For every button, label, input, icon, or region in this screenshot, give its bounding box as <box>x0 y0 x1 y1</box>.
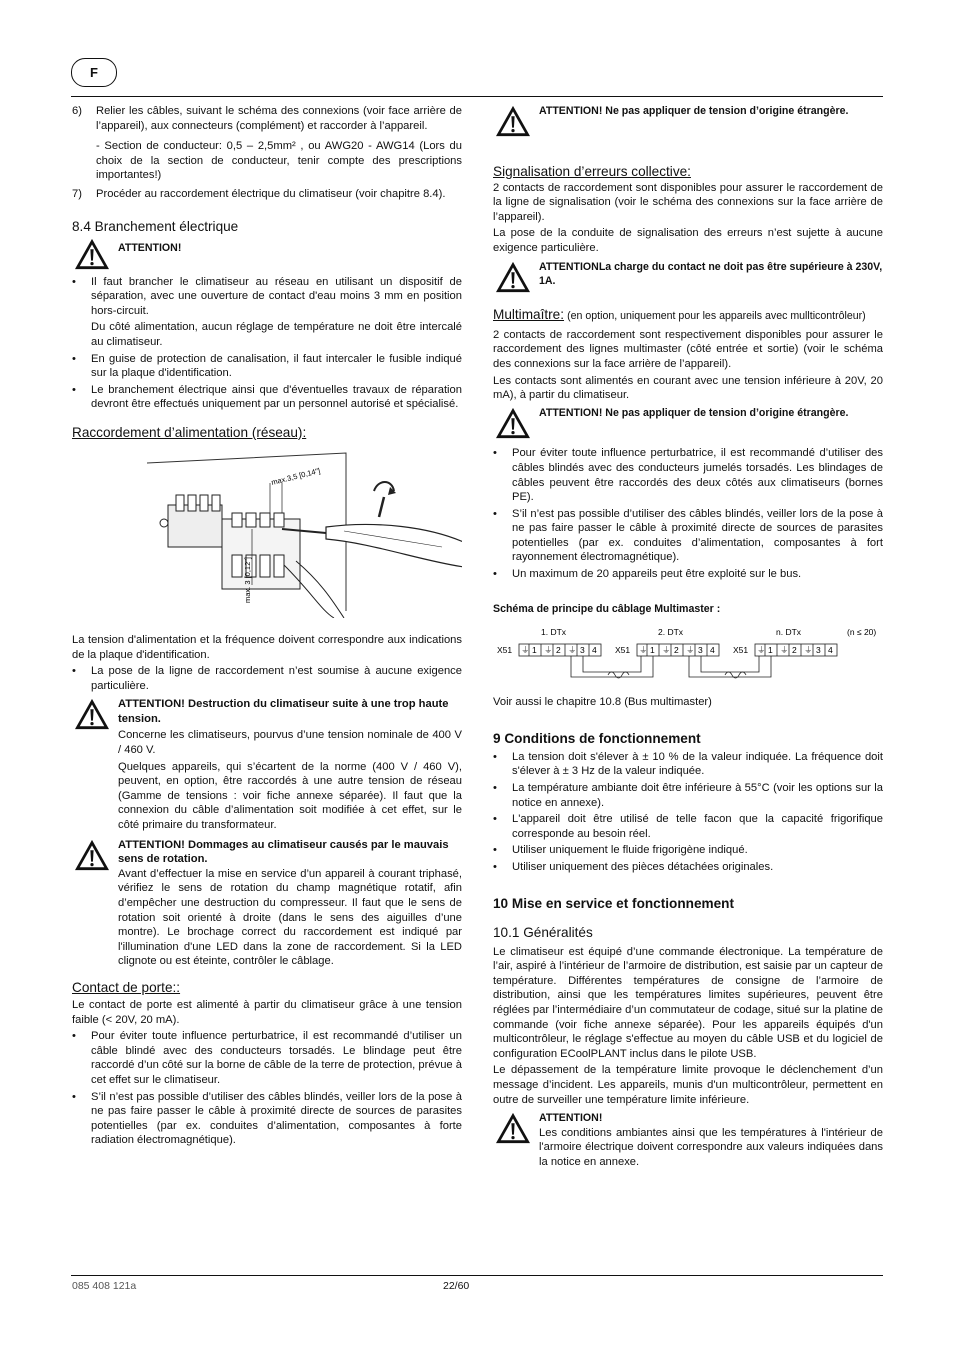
warning-icon <box>72 697 112 731</box>
warning-title: ATTENTION! <box>539 1112 603 1125</box>
unit-label: 2. DTx <box>658 627 684 638</box>
warning-block <box>493 104 883 143</box>
bullet-text: Un maximum de 20 appareils peut être exploité sur le bus. <box>512 568 802 581</box>
svg-text:⏚: ⏚ <box>568 645 577 656</box>
pin-label: 4 <box>828 645 833 656</box>
pin-label: 2 <box>792 645 797 656</box>
step-text: Procéder au raccordement électrique du climatiseur (voir chapitre 8.4). <box>96 187 446 200</box>
bullet-text: La tension doit s'élever à ± 10 % de la valeur indiquée. La fréquence doit s'élever à ± 3 Hz de la valeur indiquée. <box>512 750 883 778</box>
pin-label: 3 <box>698 645 703 656</box>
mains-title: Raccordement d’alimentation (réseau): <box>72 424 307 440</box>
multimaster-note: (en option, uniquement pour les appareils avec mullticontrôleur) <box>567 310 866 323</box>
bullet-item: • La pose de la ligne de raccordement n’est soumise à aucune exigence particulière. <box>72 665 462 692</box>
door-contact-title: Contact de porte:: <box>72 979 181 995</box>
step-number: 6) <box>72 105 82 117</box>
bus-wiring <box>571 656 771 678</box>
step-text: Relier les câbles, suivant le schéma des connexions (voir face arrière de l’appareil), aux connecteurs (complément) et raccorder à l’appareil. <box>96 105 462 132</box>
step-number: 7) <box>72 187 82 200</box>
terminal-figure <box>72 443 462 618</box>
warning-title: ATTENTION! <box>118 241 182 254</box>
multimaster-heading <box>493 306 883 324</box>
conductor-section-note: - Section de conducteur: 0,5 – 2,5mm² , ou AWG20 - AWG14 (Lors du choix de la section de conducteur, tenir compte des prescriptions importantes!) <box>96 140 462 182</box>
warning-icon <box>493 260 533 294</box>
dimension-label-left: max. 3 [0,12"] <box>243 556 252 603</box>
bullet-item: • S’il n’est pas possible d’utiliser des câbles blindés, veiller lors de la pose à ne pas faire passer le câble à proximité directe de sources de parasites potentielles (par ex. conduites d’alimentation, composantes à forte radiation électromagnétique). <box>72 1090 462 1147</box>
right-column <box>493 104 883 1170</box>
warning-text: Quelques appareils, qui s’écartent de la norme (400 V / 460 V), peuvent, en option, être raccordés à une autre tension de réseau (Gamme de tensions : voir fiche annexe séparée). Il faut que la connexion du câble d’alimentation soit modifiée à cet effet, sur le côté primaire du transformateur. <box>118 760 462 832</box>
bullet-text: L'appareil doit être utilisé de telle facon que la capacité frigorifique corresponde au besoin réel. <box>512 813 883 840</box>
warning-text: Concerne les climatiseurs, pourvus d’une tension nominale de 400 V / 460 V. <box>118 729 462 757</box>
bullet-item: • Un maximum de 20 appareils peut être exploité sur le bus. <box>493 567 883 582</box>
bullet-text: La pose de la ligne de raccordement n’est soumise à aucune exigence particulière. <box>91 665 462 692</box>
dimension-label-top: max.3,5 [0,14"] <box>270 465 322 487</box>
warning-text: Les conditions ambiantes ainsi que les températures à l'intérieur de l'armoire électrique doivent correspondre aux valeurs indiquées dans la notice en annexe. <box>539 1126 883 1168</box>
svg-text:⏚: ⏚ <box>804 645 813 656</box>
door-paragraph: Le contact de porte est alimenté à partir du climatiseur grâce à une tension faible (< 20V, 20 mA). <box>72 998 462 1026</box>
footer-rule <box>71 1275 883 1276</box>
bullet-item: • Utiliser uniquement le fluide frigorigène indiqué. <box>493 843 883 858</box>
step-7 <box>72 187 462 202</box>
warning-block <box>72 838 462 969</box>
schema-title: Schéma de principe du câblage Multimaster : <box>493 602 721 615</box>
step-6 <box>72 104 462 133</box>
document-number: 085 408 121a <box>72 1280 137 1292</box>
pin-label: 2 <box>556 645 561 656</box>
warning-icon <box>493 406 533 440</box>
signal-paragraph: 2 contacts de raccordement sont disponibles pour assurer le raccordement de la ligne de signalisation (voir le schéma des connexions sur la face arrière de l’appareil). <box>493 181 883 223</box>
svg-text:⏚: ⏚ <box>521 645 530 656</box>
warning-icon <box>493 1111 533 1145</box>
section-10-title: 10 Mise en service et fonctionnement <box>493 895 734 911</box>
svg-text:⏚: ⏚ <box>662 645 671 656</box>
mains-paragraph: La tension d'alimentation et la fréquence doivent correspondre aux indications de la plaque d'identification. <box>72 633 462 661</box>
svg-text:⏚: ⏚ <box>757 645 766 656</box>
bullet-text: En guise de protection de canalisation, il faut intercaler le fusible indiqué sur la plaque d'identification. <box>91 352 462 380</box>
multimaster-title: Multimaître: <box>493 307 565 323</box>
bullet-text: La température ambiante doit être inférieure à 55°C (voir les options sur la notice en annexe). <box>512 782 883 809</box>
terminal-label: X51 <box>733 645 749 656</box>
terminal-label: X51 <box>497 645 513 656</box>
header-rule <box>71 96 883 97</box>
bullet-item: • S’il n’est pas possible d’utiliser des câbles blindés, veiller lors de la pose à ne pas faire passer le câble à proximité directe de sources de parasites potentielles (par ex. conduites d’alimentation, composantes à fort rayonnement électromagnétique). <box>493 507 883 564</box>
bullet-text: S’il n’est pas possible d’utiliser des câbles blindés, veiller lors de la pose à ne pas faire passer le câble à proximité directe de sources de parasites potentielles (par ex. conduites d’alimentation, composantes à fort rayonnement électromagnétique). <box>512 507 883 564</box>
max-units-label: (n ≤ 20) <box>847 627 877 638</box>
section-9-title: 9 Conditions de fonctionnement <box>493 730 701 746</box>
pin-label: 1 <box>532 645 537 656</box>
signal-paragraph: La pose de la conduite de signalisation des erreurs n’est sujette à aucune exigence particulière. <box>493 227 883 254</box>
pin-label: 1 <box>768 645 773 656</box>
bullet-text: Utiliser uniquement le fluide frigorigène indiqué. <box>512 844 748 857</box>
multimaster-schema <box>493 625 883 687</box>
bullet-item: • Le branchement électrique ainsi que d'éventuelles travaux de réparation devront être effectués uniquement par un personnel autorisé et spécialisé. <box>72 383 462 411</box>
language-badge: F <box>71 58 117 87</box>
terminal-block-n <box>733 644 837 656</box>
svg-text:⏚: ⏚ <box>780 645 789 656</box>
bullet-item: • Pour éviter toute influence perturbatrice, il est recommandé d’utiliser des câbles blindés avec des conducteurs jumelés torsadés. Les blindages de câbles peuvent être raccordés des deux côtés aux climatiseurs (bornes PE). <box>493 447 883 504</box>
warning-block <box>493 1111 883 1169</box>
bullet-text: Pour éviter toute influence perturbatrice, il est recommandé d’utiliser des câbles blindés avec des conducteurs jumelés torsadés. Les blindages de câbles peuvent être raccordés des deux côtés aux climatiseurs (bornes PE). <box>512 447 883 504</box>
warning-icon <box>72 838 112 872</box>
pin-label: 1 <box>650 645 655 656</box>
bullet-text: Pour éviter toute influence perturbatrice, il est recommandé d’utiliser un câble blindé avec des conducteurs torsadés. Le blindage peut être raccordé d’un côté sur la borne de câble de la terre de protection, prévue à cet effet sur le climatiseur. <box>91 1030 462 1086</box>
signal-title: Signalisation d’erreurs collective: <box>493 163 691 179</box>
warning-block <box>72 697 462 832</box>
svg-text:⏚: ⏚ <box>639 645 648 656</box>
warning-block <box>493 406 883 445</box>
schema-reference: Voir aussi le chapitre 10.8 (Bus multimaster) <box>493 696 712 709</box>
terminal-label: X51 <box>615 645 631 656</box>
page-number: 22/60 <box>443 1280 470 1292</box>
warning-block <box>493 260 883 299</box>
warning-title: ATTENTION! Ne pas appliquer de tension d’origine étrangère. <box>539 406 849 419</box>
pin-label: 2 <box>674 645 679 656</box>
bullet-item: • Il faut brancher le climatiseur au réseau en utilisant un dispositif de séparation, avec une ouverture de contact d'eau moins 3 mm en position hors-circuit. <box>72 275 462 317</box>
bullet-text: Le branchement électrique ainsi que d'éventuelles travaux de réparation devront être effectués uniquement par un personnel autorisé et spécialisé. <box>91 383 462 411</box>
bullet-item: • L'appareil doit être utilisé de telle facon que la capacité frigorifique corresponde au besoin réel. <box>493 813 883 840</box>
bullet-item: • La température ambiante doit être inférieure à 55°C (voir les options sur la notice en annexe). <box>493 782 883 809</box>
section-10-1-title: 10.1 Généralités <box>493 924 593 940</box>
bullet-item: • La tension doit s'élever à ± 10 % de la valeur indiquée. La fréquence doit s'élever à ± 3 Hz de la valeur indiquée. <box>493 750 883 778</box>
section-10-paragraph: Le climatiseur est équipé d’une commande électronique. La température de l’air, aspiré à l’intérieur de l’armoire de distribution, est saisie par un capteur de température. Différentes températures de consigne de l’armoire de distribution, ainsi que les températures limites supérieures, peuvent être réglées par l’intermédiaire d’un commutateur de codage, situé sur la platine de commande (voir fiche annexe séparée). Pour les appareils équipés d'un multicontrôleur, le réglage s'effectue au moyen du câble USB et du logiciel de configuration ECoolPLANT inclus dans le pilote USB. <box>493 945 883 1060</box>
warning-icon <box>493 104 533 138</box>
svg-text:⏚: ⏚ <box>544 645 553 656</box>
warning-title: ATTENTION! Destruction du climatiseur suite à une trop haute tension. <box>118 698 449 725</box>
bullet-text: S’il n’est pas possible d’utiliser des câbles blindés, veiller lors de la pose à ne pas faire passer le câble à proximité directe de sources de parasites potentielles (par ex. conduites d’alimentation, composantes à forte radiation électromagnétique). <box>91 1090 462 1147</box>
warning-icon <box>72 237 112 271</box>
multimaster-paragraph: 2 contacts de raccordement sont respectivement disponibles pour assurer le raccordement des lignes multimaster (côté entrée et sortie) (voir le schéma des connexions sur la face arrière de l’appareil). <box>493 328 883 370</box>
section-10-paragraph: Le dépassement de la température limite provoque le déclenchement d’un message d’incident. Les appareils, munis d'un multicontrôleur, permettent en outre de surveiller une température limite inférieure. <box>493 1064 883 1106</box>
bullet-continuation: Du côté alimentation, aucun réglage de température ne doit être intercalé au climatiseur. <box>91 321 462 348</box>
warning-title: ATTENTION! Ne pas appliquer de tension d’origine étrangère. <box>539 105 849 117</box>
pin-label: 4 <box>710 645 715 656</box>
unit-label: 1. DTx <box>541 627 567 638</box>
terminal-block-2 <box>615 644 719 656</box>
terminal-block-1 <box>497 644 601 656</box>
bullet-text: Il faut brancher le climatiseur au réseau en utilisant un dispositif de séparation, avec une ouverture de contact d'eau moins 3 mm en position hors-circuit. <box>91 275 462 317</box>
svg-text:⏚: ⏚ <box>686 645 695 656</box>
bullet-item: • Pour éviter toute influence perturbatrice, il est recommandé d’utiliser un câble blindé avec des conducteurs torsadés. Le blindage peut être raccordé d’un côté sur la borne de câble de la terre de protection, prévue à cet effet sur le climatiseur. <box>72 1030 462 1086</box>
pin-label: 3 <box>816 645 821 656</box>
bullet-item: • En guise de protection de canalisation, il faut intercaler le fusible indiqué sur la plaque d'identification. <box>72 352 462 380</box>
pin-label: 4 <box>592 645 597 656</box>
section-8-4-title: 8.4 Branchement électrique <box>72 218 239 234</box>
pin-label: 3 <box>580 645 585 656</box>
warning-title: ATTENTIONLa charge du contact ne doit pas être supérieure à 230V, 1A. <box>539 260 883 287</box>
bullet-item: • Utiliser uniquement des pièces détachées originales. <box>493 860 883 875</box>
multimaster-paragraph: Les contacts sont alimentés en courant avec une tension inférieure à 20V, 20 mA), à partir du climatiseur. <box>493 374 883 402</box>
warning-text: Avant d’effectuer la mise en service d’un appareil à courant triphasé, vérifiez le sens de rotation du champ magnétique rotatif, afin d’empêcher une destruction du compresseur. Il faut que le sens de rotation soit orienté à droite (dans le sens des aiguilles d’une montre). Le brochage correct du raccordement est indiqué par l'illumination d'une LED dans la zone de raccordement. Si la LED clignote ou est éteinte, contrôler le câblage. <box>118 867 462 968</box>
left-column <box>72 104 462 1148</box>
warning-title: ATTENTION! Dommages au climatiseur causés par le mauvais sens de rotation. <box>118 838 449 866</box>
unit-label: n. DTx <box>776 627 802 638</box>
bullet-text: Utiliser uniquement des pièces détachées originales. <box>512 861 774 873</box>
warning-block <box>72 237 462 271</box>
